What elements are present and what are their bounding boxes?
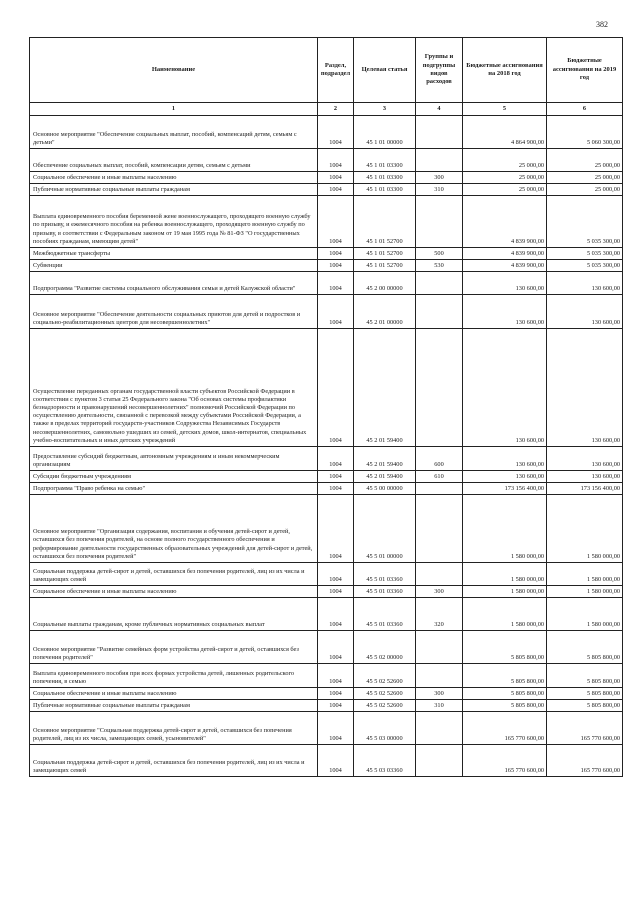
cell-2019: 5 805 800,00 (547, 688, 623, 700)
header-name: Наименование (30, 38, 318, 103)
cell-group (416, 196, 463, 248)
cell-group: 610 (416, 471, 463, 483)
table-row (30, 598, 623, 631)
cell-name: Субвенции (30, 260, 318, 272)
cell-section: 1004 (318, 184, 354, 196)
table-row (30, 563, 623, 586)
table-row (30, 745, 623, 777)
cell-name: Субсидии бюджетным учреждениям (30, 471, 318, 483)
cell-target: 45 5 03 00000 (354, 712, 416, 745)
cell-name: Социальная поддержка детей-сирот и детей, оставшихся без попечения родителей, лиц из их числа и замещающих семей (30, 745, 318, 777)
column-index: 5 (463, 103, 547, 116)
cell-target: 45 5 02 52600 (354, 700, 416, 712)
cell-section: 1004 (318, 196, 354, 248)
cell-2019: 5 805 800,00 (547, 700, 623, 712)
cell-section: 1004 (318, 712, 354, 745)
cell-2019: 5 035 300,00 (547, 248, 623, 260)
table-row (30, 483, 623, 495)
cell-2018: 5 805 800,00 (463, 631, 547, 664)
cell-name: Публичные нормативные социальные выплаты гражданам (30, 184, 318, 196)
cell-target: 45 2 00 00000 (354, 272, 416, 295)
cell-section: 1004 (318, 586, 354, 598)
cell-section: 1004 (318, 688, 354, 700)
cell-name: Основное мероприятие "Социальная поддержка детей-сирот и детей, оставшихся без попечения родителей, лиц из их числа, замещающих семей, усыновителей" (30, 712, 318, 745)
cell-group (416, 483, 463, 495)
cell-section: 1004 (318, 563, 354, 586)
cell-section: 1004 (318, 664, 354, 688)
cell-group (416, 712, 463, 745)
header-section: Раздел, подраздел (318, 38, 354, 103)
cell-2019: 25 000,00 (547, 149, 623, 172)
cell-section: 1004 (318, 447, 354, 471)
cell-2018: 1 580 000,00 (463, 598, 547, 631)
header-group: Группы и подгруппы видов расходов (416, 38, 463, 103)
cell-section: 1004 (318, 329, 354, 447)
table-body (30, 103, 623, 777)
cell-2019: 25 000,00 (547, 184, 623, 196)
cell-target: 45 5 01 03360 (354, 563, 416, 586)
cell-2019: 5 805 800,00 (547, 631, 623, 664)
cell-2019: 25 000,00 (547, 172, 623, 184)
table-row (30, 631, 623, 664)
cell-group (416, 631, 463, 664)
cell-2019: 130 600,00 (547, 272, 623, 295)
table-row (30, 196, 623, 248)
cell-target: 45 5 01 00000 (354, 495, 416, 563)
table-row (30, 688, 623, 700)
cell-group (416, 329, 463, 447)
cell-name: Основное мероприятие "Развитие семейных форм устройства детей-сирот и детей, оставшихся без попечения родителей" (30, 631, 318, 664)
table-row (30, 471, 623, 483)
cell-group (416, 563, 463, 586)
cell-section: 1004 (318, 598, 354, 631)
table-row (30, 116, 623, 149)
cell-name: Выплата единовременного пособия при всех формах устройства детей, лишенных родительского попечения, в семью (30, 664, 318, 688)
cell-name: Основное мероприятие "Обеспечение социальных выплат, пособий, компенсаций детям, семьям с детьми" (30, 116, 318, 149)
table-row (30, 172, 623, 184)
cell-section: 1004 (318, 272, 354, 295)
cell-group: 320 (416, 598, 463, 631)
column-index: 4 (416, 103, 463, 116)
cell-2019: 5 035 300,00 (547, 196, 623, 248)
cell-name: Предоставление субсидий бюджетным, автономным учреждениям и иным некоммерческим организациям (30, 447, 318, 471)
cell-section: 1004 (318, 116, 354, 149)
cell-section: 1004 (318, 631, 354, 664)
budget-table (29, 37, 623, 777)
table-row (30, 329, 623, 447)
cell-name: Социальное обеспечение и иные выплаты населению (30, 172, 318, 184)
cell-target: 45 5 00 00000 (354, 483, 416, 495)
cell-target: 45 5 01 03360 (354, 586, 416, 598)
cell-2018: 130 600,00 (463, 447, 547, 471)
cell-target: 45 2 01 59400 (354, 471, 416, 483)
cell-group (416, 272, 463, 295)
cell-target: 45 1 01 52700 (354, 248, 416, 260)
cell-section: 1004 (318, 495, 354, 563)
cell-target: 45 5 01 03360 (354, 598, 416, 631)
cell-group (416, 295, 463, 329)
header-target: Целевая статья (354, 38, 416, 103)
table-row (30, 712, 623, 745)
cell-name: Осуществление переданных органам государственной власти субъектов Российской Федерации в соответствии с пунктом 3 статьи 25 Федерального закона "Об основах системы профилактики безнадзорности и правонарушений несовершеннолетних" полномочий Российской Федерации по осуществлению деятельности, связанной с перевозкой между субъектами Российской Федерации, а также в пределах территорий государств-участников Содружества Независимых Государств несовершеннолетних, самовольно ушедших из семей, детских домов, школ-интернатов, специальных учебно-воспитательных и иных детских учреждений (30, 329, 318, 447)
cell-2018: 165 770 600,00 (463, 712, 547, 745)
cell-section: 1004 (318, 248, 354, 260)
cell-2018: 165 770 600,00 (463, 745, 547, 777)
cell-2019: 1 580 000,00 (547, 586, 623, 598)
cell-2018: 173 156 400,00 (463, 483, 547, 495)
cell-2018: 1 580 000,00 (463, 586, 547, 598)
cell-target: 45 2 01 00000 (354, 295, 416, 329)
cell-group (416, 116, 463, 149)
cell-2018: 1 580 000,00 (463, 563, 547, 586)
cell-name: Социальное обеспечение и иные выплаты населению (30, 688, 318, 700)
header-2018: Бюджетные ассигнования на 2018 год (463, 38, 547, 103)
table-header-row (30, 38, 623, 103)
cell-2018: 5 805 800,00 (463, 700, 547, 712)
cell-group: 300 (416, 172, 463, 184)
cell-section: 1004 (318, 483, 354, 495)
cell-2019: 165 770 600,00 (547, 712, 623, 745)
cell-target: 45 1 01 03300 (354, 184, 416, 196)
column-index: 2 (318, 103, 354, 116)
cell-2018: 25 000,00 (463, 184, 547, 196)
cell-target: 45 5 02 52600 (354, 688, 416, 700)
column-index: 6 (547, 103, 623, 116)
table-row (30, 664, 623, 688)
cell-2019: 173 156 400,00 (547, 483, 623, 495)
cell-group: 310 (416, 700, 463, 712)
cell-2019: 130 600,00 (547, 471, 623, 483)
cell-name: Подпрограмма "Развитие системы социального обслуживания семьи и детей Калужской области" (30, 272, 318, 295)
cell-target: 45 2 01 59400 (354, 447, 416, 471)
cell-2018: 130 600,00 (463, 471, 547, 483)
table-row (30, 272, 623, 295)
cell-2019: 1 580 000,00 (547, 598, 623, 631)
cell-name: Подпрограмма "Право ребенка на семью" (30, 483, 318, 495)
cell-name: Социальное обеспечение и иные выплаты населению (30, 586, 318, 598)
cell-section: 1004 (318, 149, 354, 172)
cell-name: Социальная поддержка детей-сирот и детей, оставшихся без попечения родителей, лиц из их числа и замещающих семей (30, 563, 318, 586)
table-row (30, 260, 623, 272)
table-row (30, 295, 623, 329)
cell-2019: 5 060 300,00 (547, 116, 623, 149)
cell-section: 1004 (318, 700, 354, 712)
cell-2018: 5 805 800,00 (463, 664, 547, 688)
table-row (30, 495, 623, 563)
cell-2019: 1 580 000,00 (547, 495, 623, 563)
table-row (30, 149, 623, 172)
table-row (30, 700, 623, 712)
cell-2018: 5 805 800,00 (463, 688, 547, 700)
cell-name: Публичные нормативные социальные выплаты гражданам (30, 700, 318, 712)
cell-target: 45 1 01 03300 (354, 172, 416, 184)
cell-2018: 130 600,00 (463, 329, 547, 447)
table-row (30, 586, 623, 598)
cell-2018: 4 864 900,00 (463, 116, 547, 149)
cell-2019: 130 600,00 (547, 295, 623, 329)
cell-target: 45 5 03 03360 (354, 745, 416, 777)
cell-group (416, 664, 463, 688)
cell-2018: 4 839 900,00 (463, 196, 547, 248)
cell-name: Основное мероприятие "Организация содержания, воспитания и обучения детей-сирот и детей, оставшихся без попечения родителей, на основе полного государственного обеспечения и реформирование деятельности государственных образовательных учреждений для детей-сирот и детей, оставшихся без попечения родителей" (30, 495, 318, 563)
cell-2018: 25 000,00 (463, 149, 547, 172)
cell-2019: 5 035 300,00 (547, 260, 623, 272)
header-2019: Бюджетные ассигнования на 2019 год (547, 38, 623, 103)
cell-name: Основное мероприятие "Обеспечение деятельности социальных приютов для детей и подростков и социально-реабилитационных центров для несовершеннолетних" (30, 295, 318, 329)
cell-section: 1004 (318, 295, 354, 329)
cell-name: Межбюджетные трансферты (30, 248, 318, 260)
table-row (30, 184, 623, 196)
cell-group (416, 745, 463, 777)
cell-2019: 130 600,00 (547, 329, 623, 447)
cell-section: 1004 (318, 260, 354, 272)
cell-name: Выплата единовременного пособия беременной жене военнослужащего, проходящего военную службу по призыву, и ежемесячного пособия на ребенка военнослужащего, проходящего военную службу по призыву, в соответствии с Федеральным законом от 19 мая 1995 года № 81-ФЗ "О государственных пособиях гражданам, имеющим детей" (30, 196, 318, 248)
page-number: 382 (596, 20, 608, 29)
cell-2019: 130 600,00 (547, 447, 623, 471)
cell-group (416, 149, 463, 172)
cell-group: 300 (416, 688, 463, 700)
table-row (30, 447, 623, 471)
cell-target: 45 1 01 52700 (354, 260, 416, 272)
cell-name: Социальные выплаты гражданам, кроме публичных нормативных социальных выплат (30, 598, 318, 631)
table-row (30, 248, 623, 260)
cell-target: 45 1 01 00000 (354, 116, 416, 149)
cell-2018: 130 600,00 (463, 272, 547, 295)
cell-2019: 1 580 000,00 (547, 563, 623, 586)
cell-group: 600 (416, 447, 463, 471)
cell-section: 1004 (318, 172, 354, 184)
cell-2018: 1 580 000,00 (463, 495, 547, 563)
column-index: 1 (30, 103, 318, 116)
cell-2018: 130 600,00 (463, 295, 547, 329)
cell-2018: 25 000,00 (463, 172, 547, 184)
cell-2018: 4 839 900,00 (463, 248, 547, 260)
cell-2019: 5 805 800,00 (547, 664, 623, 688)
cell-name: Обеспечение социальных выплат, пособий, компенсации детям, семьям с детьми (30, 149, 318, 172)
cell-group: 530 (416, 260, 463, 272)
cell-target: 45 1 01 52700 (354, 196, 416, 248)
cell-target: 45 5 02 00000 (354, 631, 416, 664)
cell-target: 45 1 01 03300 (354, 149, 416, 172)
column-index: 3 (354, 103, 416, 116)
cell-2019: 165 770 600,00 (547, 745, 623, 777)
cell-group: 500 (416, 248, 463, 260)
cell-target: 45 2 01 59400 (354, 329, 416, 447)
cell-2018: 4 839 900,00 (463, 260, 547, 272)
cell-group: 300 (416, 586, 463, 598)
cell-section: 1004 (318, 471, 354, 483)
cell-group (416, 495, 463, 563)
cell-section: 1004 (318, 745, 354, 777)
column-index-row (30, 103, 623, 116)
cell-target: 45 5 02 52600 (354, 664, 416, 688)
cell-group: 310 (416, 184, 463, 196)
